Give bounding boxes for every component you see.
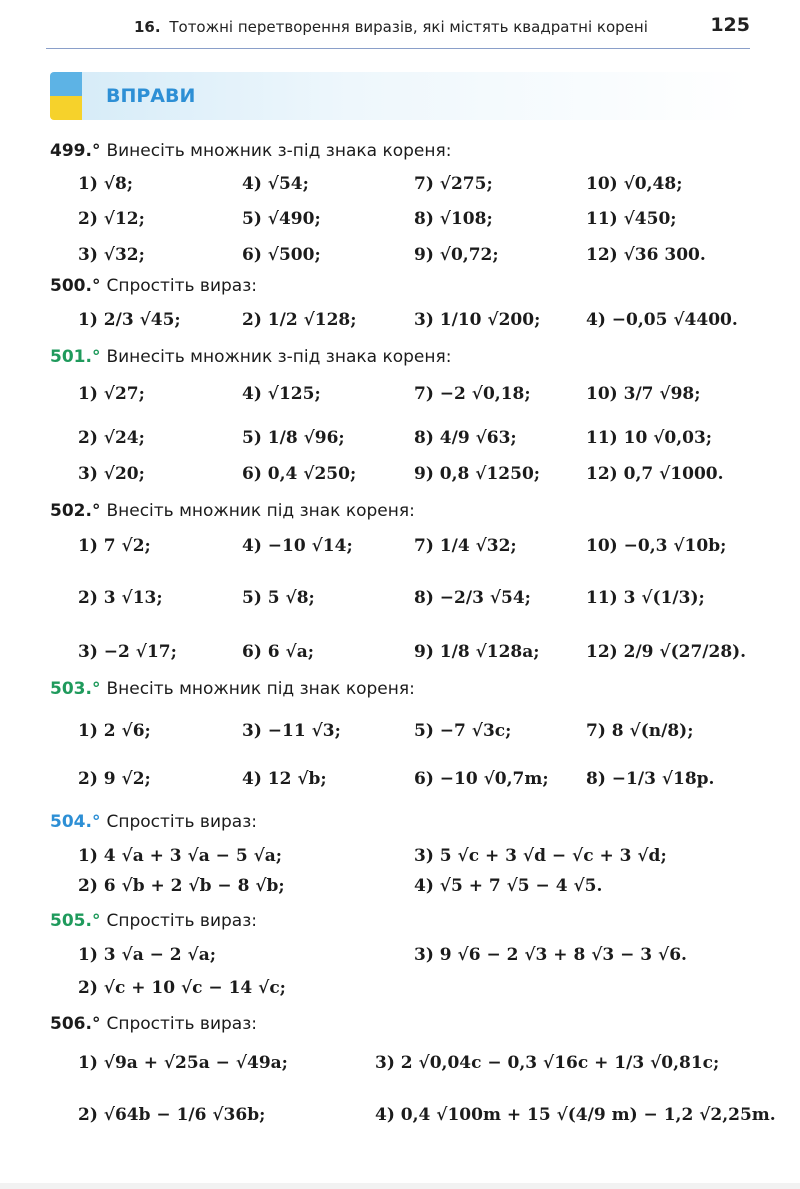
exercise-item: 3) √32;: [78, 245, 145, 265]
exercise-item: 7) √275;: [414, 174, 493, 194]
exercise-item: 4) −10 √14;: [242, 536, 353, 556]
exercise-item: 10) √0,48;: [586, 174, 683, 194]
exercise-heading: [50, 1014, 257, 1034]
exercise-item: 6) 0,4 √250;: [242, 464, 357, 484]
exercise-item: 3) 2 √0,04c − 0,3 √16c + 1/3 √0,81c;: [375, 1053, 720, 1073]
exercise-item: 3) −2 √17;: [78, 642, 177, 662]
exercise-instruction: Спростіть вираз:: [106, 911, 257, 931]
exercise-item: 2) 9 √2;: [78, 769, 151, 789]
page-header: [46, 10, 750, 49]
exercise-instruction: Внесіть множник під знак кореня:: [106, 501, 415, 521]
exercise-item: 5) √490;: [242, 209, 321, 229]
exercise-instruction: Спростіть вираз:: [106, 812, 257, 832]
exercise-instruction: Спростіть вираз:: [106, 276, 257, 296]
exercise-heading: [50, 347, 451, 367]
exercise-heading: [50, 812, 257, 832]
exercise-item: 5) 5 √8;: [242, 588, 315, 608]
exercise-item: 7) −2 √0,18;: [414, 384, 531, 404]
exercise-item: 1) √8;: [78, 174, 134, 194]
exercise-heading: [50, 911, 257, 931]
section-number: 16.: [134, 18, 161, 36]
section-title-text: Тотожні перетворення виразів, які містять квадратні корені: [169, 18, 648, 36]
exercise-number: 501.°: [50, 347, 101, 367]
exercise-item: 7) 1/4 √32;: [414, 536, 517, 556]
exercise-item: 2) √c + 10 √c − 14 √c;: [78, 978, 286, 998]
exercise-item: 4) √54;: [242, 174, 309, 194]
exercise-number: 506.°: [50, 1014, 101, 1034]
page-number: 125: [710, 14, 750, 36]
exercise-number: 502.°: [50, 501, 101, 521]
section-title: [134, 18, 648, 36]
exercise-item: 12) √36 300.: [586, 245, 706, 265]
exercise-item: 2) 6 √b + 2 √b − 8 √b;: [78, 876, 285, 896]
exercise-item: 1) 2/3 √45;: [78, 310, 181, 330]
exercise-number: 499.°: [50, 141, 101, 161]
exercise-item: 7) 8 √(n/8);: [586, 721, 694, 741]
exercise-item: 5) −7 √3c;: [414, 721, 512, 741]
exercise-heading: [50, 276, 257, 296]
exercise-item: 8) 4/9 √63;: [414, 428, 517, 448]
exercise-item: 8) √108;: [414, 209, 493, 229]
exercise-item: 8) −2/3 √54;: [414, 588, 531, 608]
exercise-item: 9) 1/8 √128a;: [414, 642, 540, 662]
exercise-item: 1) 4 √a + 3 √a − 5 √a;: [78, 846, 283, 866]
exercise-number: 500.°: [50, 276, 101, 296]
exercise-item: 2) 1/2 √128;: [242, 310, 357, 330]
exercise-item: 9) √0,72;: [414, 245, 499, 265]
flag-icon: [50, 72, 82, 120]
page-bottom-edge: [0, 1183, 800, 1189]
exercise-item: 11) 10 √0,03;: [586, 428, 713, 448]
exercise-item: 3) 5 √c + 3 √d − √c + 3 √d;: [414, 846, 667, 866]
exercise-item: 5) 1/8 √96;: [242, 428, 345, 448]
exercise-item: 4) 12 √b;: [242, 769, 327, 789]
exercise-item: 3) −11 √3;: [242, 721, 341, 741]
exercise-item: 11) √450;: [586, 209, 677, 229]
exercise-number: 503.°: [50, 679, 101, 699]
exercise-item: 4) √5 + 7 √5 − 4 √5.: [414, 876, 603, 896]
exercise-instruction: Внесіть множник під знак кореня:: [106, 679, 415, 699]
exercise-item: 2) √12;: [78, 209, 145, 229]
exercise-number: 505.°: [50, 911, 101, 931]
exercise-item: 12) 2/9 √(27/28).: [586, 642, 747, 662]
exercise-instruction: Спростіть вираз:: [106, 1014, 257, 1034]
exercise-item: 2) √64b − 1/6 √36b;: [78, 1105, 266, 1125]
exercise-item: 3) 9 √6 − 2 √3 + 8 √3 − 3 √6.: [414, 945, 687, 965]
exercise-heading: [50, 679, 415, 699]
exercise-item: 10) 3/7 √98;: [586, 384, 701, 404]
exercise-item: 8) −1/3 √18p.: [586, 769, 715, 789]
banner-title: ВПРАВИ: [106, 85, 196, 107]
exercise-item: 6) 6 √a;: [242, 642, 315, 662]
exercise-item: 1) √9a + √25a − √49a;: [78, 1053, 288, 1073]
exercise-item: 9) 0,8 √1250;: [414, 464, 541, 484]
exercise-item: 1) 7 √2;: [78, 536, 151, 556]
exercise-item: 2) √24;: [78, 428, 145, 448]
exercise-heading: [50, 501, 415, 521]
exercise-item: 3) √20;: [78, 464, 145, 484]
exercise-item: 12) 0,7 √1000.: [586, 464, 724, 484]
exercise-item: 1) √27;: [78, 384, 145, 404]
exercise-instruction: Винесіть множник з-під знака кореня:: [106, 141, 452, 161]
exercise-item: 4) 0,4 √100m + 15 √(4/9 m) − 1,2 √2,25m.: [375, 1105, 776, 1125]
exercise-item: 4) −0,05 √4400.: [586, 310, 738, 330]
exercise-heading: [50, 141, 451, 161]
exercise-item: 11) 3 √(1/3);: [586, 588, 705, 608]
exercise-item: 3) 1/10 √200;: [414, 310, 541, 330]
exercise-item: 6) −10 √0,7m;: [414, 769, 549, 789]
exercises-banner: [50, 72, 750, 128]
exercise-item: 2) 3 √13;: [78, 588, 163, 608]
exercise-item: 6) √500;: [242, 245, 321, 265]
exercise-item: 10) −0,3 √10b;: [586, 536, 727, 556]
exercise-item: 1) 2 √6;: [78, 721, 151, 741]
exercise-instruction: Винесіть множник з-під знака кореня:: [106, 347, 452, 367]
exercise-item: 1) 3 √a − 2 √a;: [78, 945, 217, 965]
exercise-item: 4) √125;: [242, 384, 321, 404]
exercise-number: 504.°: [50, 812, 101, 832]
